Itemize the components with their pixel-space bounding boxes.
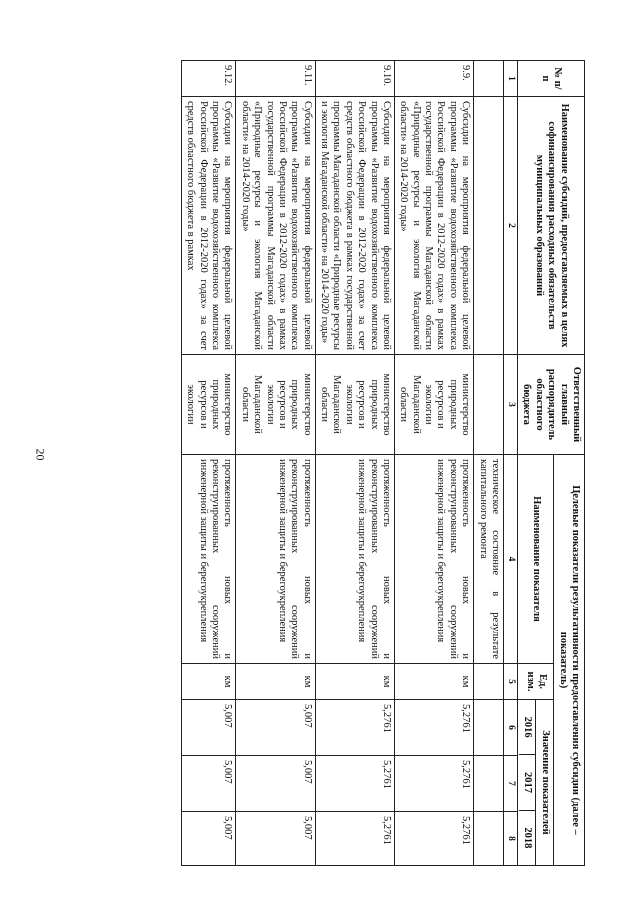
subsidy-name: Субсидии на мероприятия федеральной целевой программы «Развитие водохозяйственного комплекса Российской Федерации в 2012-2020 годах» в рамках государственной программы Магаданской области «Природные ресурсы и экология Магаданской области» на 2014-2020 годы» (394, 97, 473, 355)
value-2018: 5,2761 (315, 812, 394, 866)
value-2018: 5,2761 (394, 812, 473, 866)
responsible-body: министерство природных ресурсов и экологии Магаданской области (315, 355, 394, 455)
responsible-body: министерство природных ресурсов и экологии (181, 355, 236, 455)
unit: км (181, 664, 236, 700)
column-number: 6 (503, 700, 517, 756)
indicator-name: протяженность новых и реконструированных сооружений инженерной защиты и берегоукрепления (315, 455, 394, 664)
column-number: 1 (503, 61, 517, 97)
column-number: 2 (503, 97, 517, 355)
row-number: 9.10. (315, 61, 394, 97)
indicator-name: протяженность новых и реконструированных сооружений инженерной защиты и берегоукрепления (394, 455, 473, 664)
responsible-body: министерство природных ресурсов и экологии Магаданской области (394, 355, 473, 455)
subsidy-name: Субсидии на мероприятия федеральной целевой программы «Развитие водохозяйственного комплекса Российской Федерации в 2012-2020 годах» в рамках государственной программы Магаданской области «Природные ресурсы и экология Магаданской области» на 2014-2020 годы» (236, 97, 315, 355)
row-number: 9.12. (181, 61, 236, 97)
row-number: 9.11. (236, 61, 315, 97)
header-indicator: Наименование показателя (518, 455, 554, 664)
column-number-row (503, 61, 517, 866)
header-year-2016: 2016 (519, 700, 535, 755)
table-row (181, 61, 236, 866)
header-unit: Ед. изм. (518, 664, 554, 700)
unit: км (394, 664, 473, 700)
column-number: 8 (503, 812, 517, 866)
value-2016: 5,2761 (394, 700, 473, 756)
responsible-body: министерство природных ресурсов и экологии Магаданской области (236, 355, 315, 455)
header-subsidy: Наименование субсидий, предоставляемых в целях софинансирования расходных обязательств муниципальных образований (518, 97, 585, 355)
header-values: Значение показателей (535, 700, 552, 865)
unit: км (236, 664, 315, 700)
continuation-row (474, 61, 504, 866)
header-targets: Целевые показатели результативности предоставления субсидии (далее – показатель) (554, 455, 585, 866)
header-responsible: Ответственный главный распорядитель областного бюджета (518, 355, 585, 455)
row-number: 9.9. (394, 61, 473, 97)
header-year-2017: 2017 (519, 755, 535, 810)
header-row-1 (554, 61, 585, 866)
column-number: 5 (503, 664, 517, 700)
value-2017: 5,2761 (394, 756, 473, 812)
value-2018: 5,007 (181, 812, 236, 866)
table-row (394, 61, 473, 866)
header-year-2018: 2018 (522, 827, 534, 849)
value-2016: 5,2761 (315, 700, 394, 756)
column-number: 4 (503, 455, 517, 664)
value-2016: 5,007 (181, 700, 236, 756)
table-row (315, 61, 394, 866)
value-2017: 5,007 (181, 756, 236, 812)
column-number: 7 (503, 756, 517, 812)
value-2018: 5,007 (236, 812, 315, 866)
subsidy-name: Субсидии на мероприятия федеральной целевой программы «Развитие водохозяйственного комплекса Российской Федерации в 2012-2020 годах» за счет средств областного бюджета в рамках (181, 97, 236, 355)
header-num: № п/п (518, 61, 585, 97)
value-2017: 5,2761 (315, 756, 394, 812)
column-number: 3 (503, 355, 517, 455)
unit: км (315, 664, 394, 700)
value-2016: 5,007 (236, 700, 315, 756)
continuation-indicator: техническое состояние в результате капитального ремонта (474, 455, 504, 664)
table-row (236, 61, 315, 866)
subsidy-table (181, 60, 585, 866)
indicator-name: протяженность новых и реконструированных сооружений инженерной защиты и берегоукрепления (181, 455, 236, 664)
subsidy-name: Субсидии на мероприятия федеральной целевой программы «Развитие водохозяйственного комплекса Российской Федерации в 2012-2020 годах» за счет средств областного бюджета в рамках государственной программы Магаданской области «Природные ресурсы и экология Магаданской области» на 2014-2020 годы» (315, 97, 394, 355)
value-2017: 5,007 (236, 756, 315, 812)
indicator-name: протяженность новых и реконструированных сооружений инженерной защиты и берегоукрепления (236, 455, 315, 664)
page-number: 20 (33, 448, 48, 461)
header-values-block (518, 700, 554, 866)
header-years (519, 700, 535, 865)
